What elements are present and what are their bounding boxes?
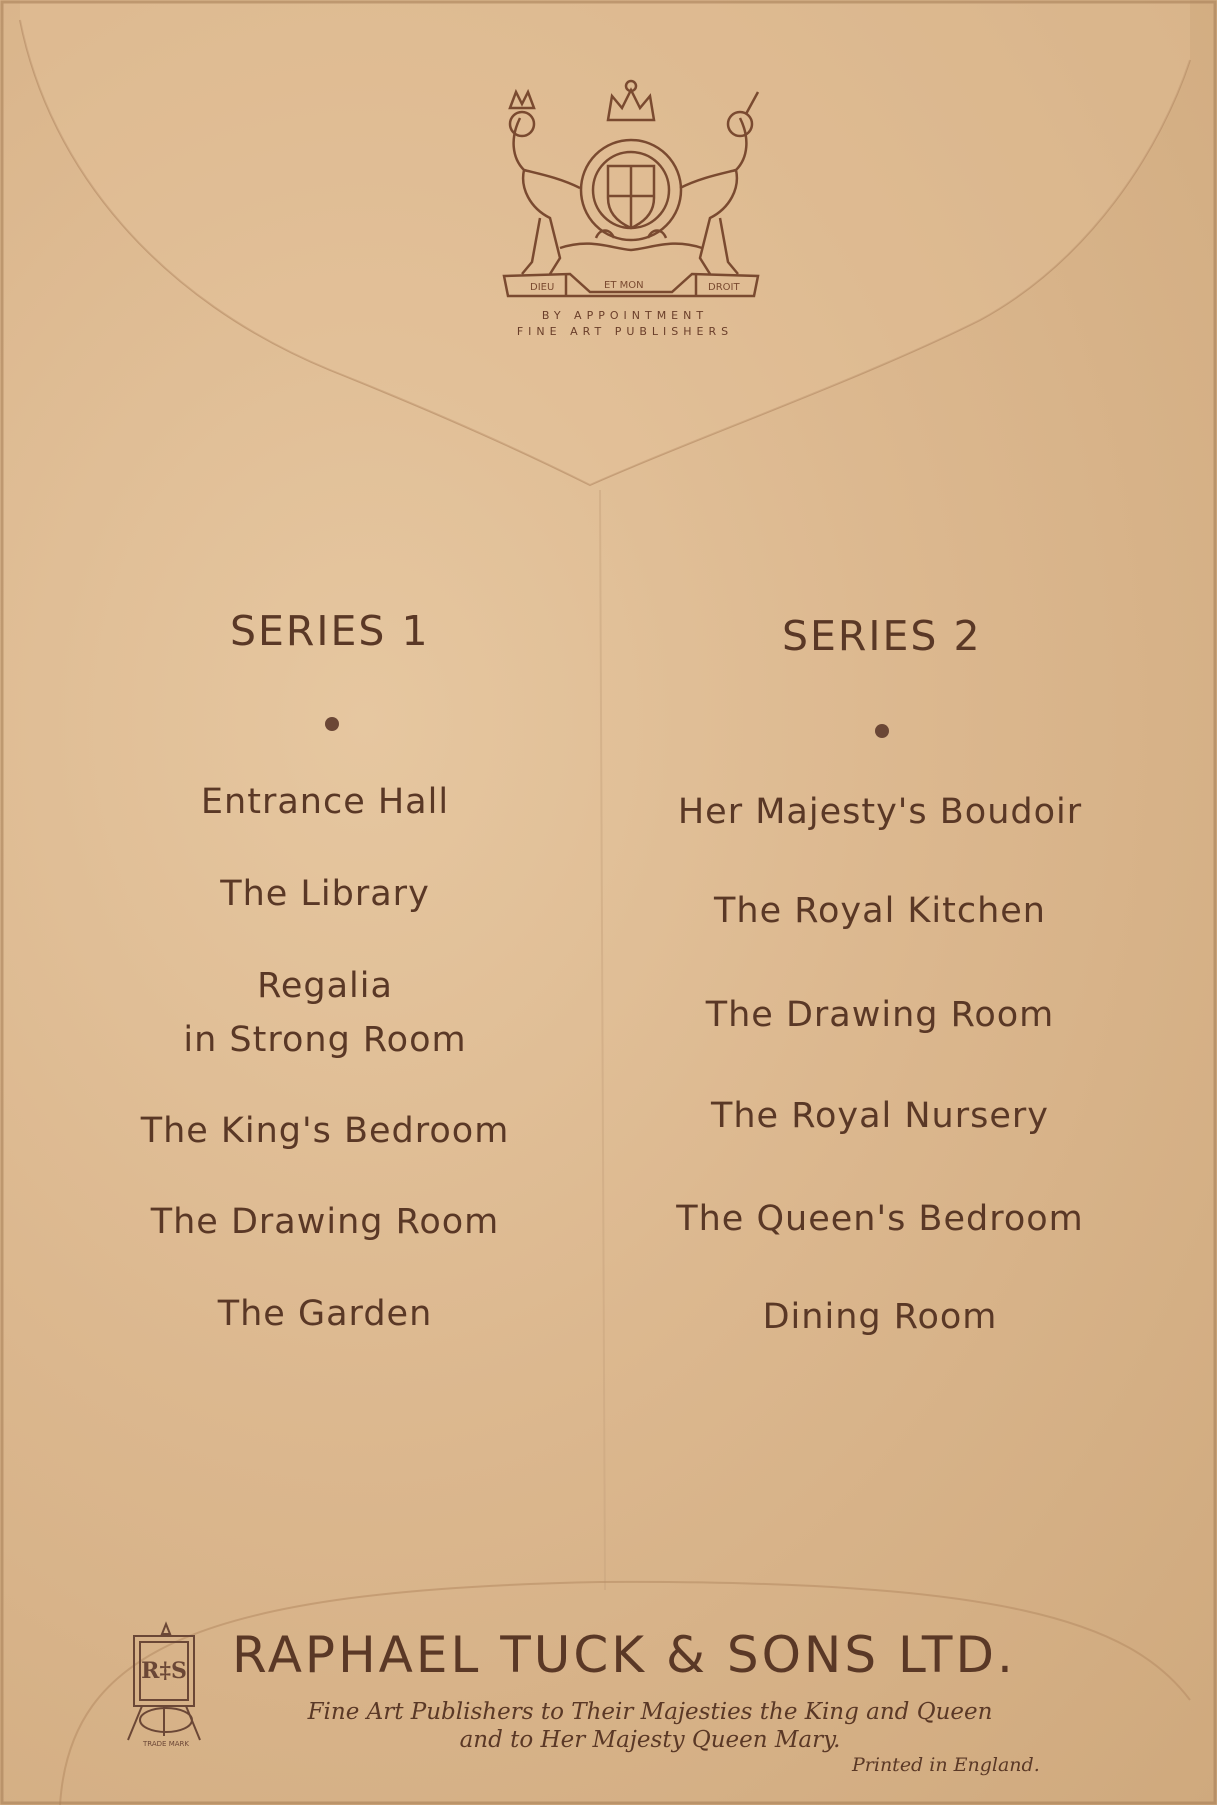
appointment-line1: BY APPOINTMENT (541, 309, 709, 322)
series1-item: The Drawing Room (150, 1202, 500, 1242)
series1-bullet (325, 717, 339, 731)
royal-coat-of-arms (500, 78, 762, 308)
publisher-tagline-1: Fine Art Publishers to Their Majesties the King and Queen (307, 1699, 993, 1725)
series2-bullet (875, 724, 889, 738)
series1-title: SERIES 1 (230, 607, 430, 655)
trademark-easel-logo (118, 1620, 214, 1748)
crest-motto-middle: ET MON (604, 280, 644, 291)
svg-text:R‡S: R‡S (141, 1658, 187, 1684)
series2-item: The Queen's Bedroom (676, 1199, 1084, 1239)
series1-item: The King's Bedroom (140, 1111, 510, 1151)
publisher-name: RAPHAEL TUCK & SONS LTD. (232, 1626, 1016, 1684)
series1-item: The Garden (217, 1294, 433, 1334)
appointment-text (460, 308, 790, 340)
series2-item: The Drawing Room (705, 995, 1055, 1035)
crest-motto-right: DROIT (708, 282, 740, 293)
trademark-label: TRADE MARK (143, 1740, 189, 1748)
series1-item: in Strong Room (183, 1020, 467, 1060)
printed-in-england: Printed in England. (852, 1754, 1040, 1776)
series2-item: Her Majesty's Boudoir (677, 792, 1083, 832)
series2-title: SERIES 2 (782, 612, 982, 660)
crest-motto-left: DIEU (530, 282, 555, 293)
series2-item: The Royal Kitchen (714, 891, 1046, 931)
appointment-line2: FINE ART PUBLISHERS (516, 325, 734, 338)
series1-item: The Library (220, 874, 430, 914)
series1-item: Regalia (257, 966, 393, 1006)
series2-item: The Royal Nursery (710, 1096, 1049, 1136)
series1-item: Entrance Hall (200, 782, 450, 822)
series2-item: Dining Room (762, 1297, 998, 1337)
publisher-tagline-2: and to Her Majesty Queen Mary. (459, 1727, 841, 1753)
